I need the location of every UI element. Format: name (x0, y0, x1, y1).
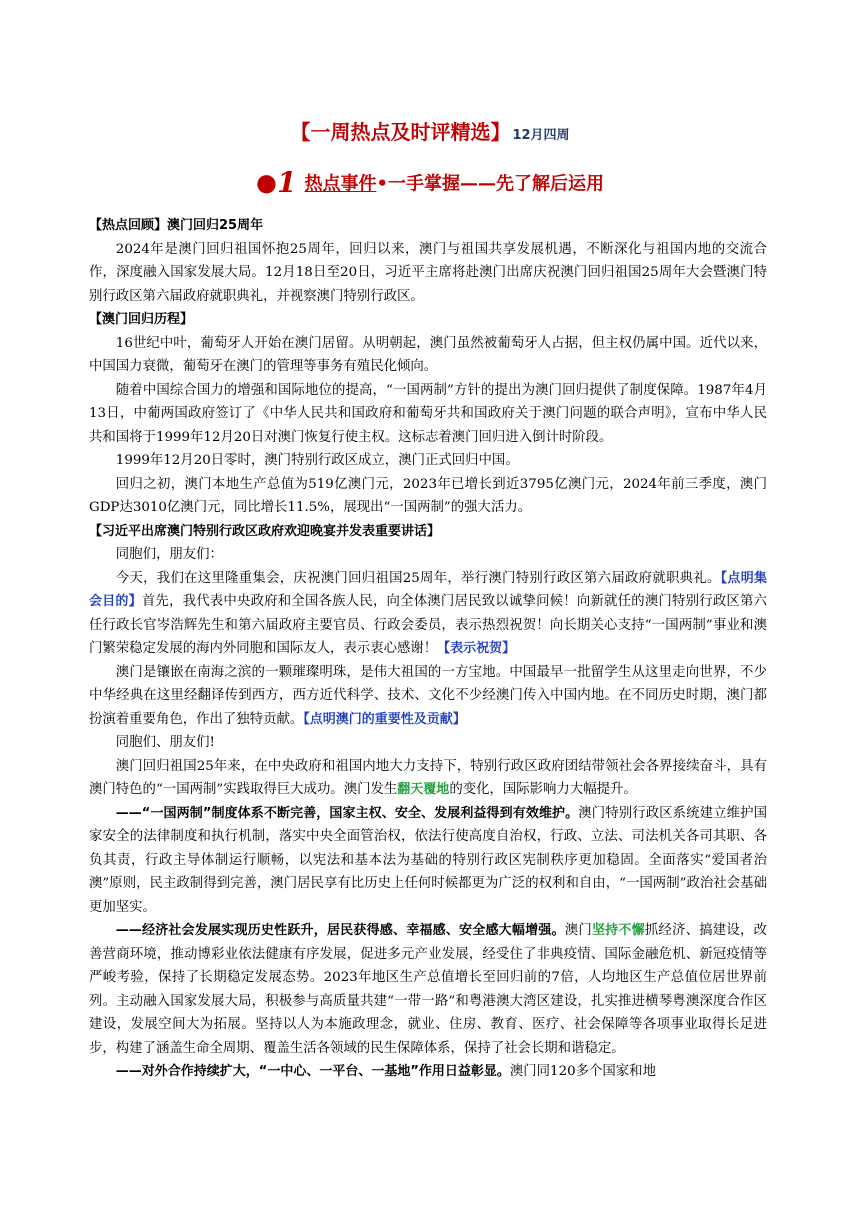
history-heading: 【澳门回归历程】 (89, 312, 194, 327)
paragraph (89, 661, 767, 732)
annotation-note: 【点明集会目的】 (89, 570, 767, 609)
text-run: 的变化，国际影响力大幅提升。 (449, 782, 637, 797)
paragraph: 同胞们、朋友们! (115, 735, 215, 750)
paragraph (89, 567, 767, 661)
bullet-icon: ● (256, 168, 277, 197)
paragraph: 1999年12月20日零时，澳门特别行政区成立，澳门正式回归中国。 (115, 453, 519, 468)
document-title (0, 116, 860, 145)
section-heading (0, 166, 860, 199)
text-run: 澳门同120多个国家和地 (509, 1064, 656, 1079)
bold-lead: ——“一国两制”制度体系不断完善，国家主权、安全、发展利益得到有效维护。 (115, 805, 579, 821)
text-run: 今天，我们在这里隆重集会，庆祝澳门回归祖国25周年，举行澳门特别行政区第六届政府就职典礼。 (115, 570, 721, 586)
title-main: 【一周热点及时评精选】 (290, 120, 511, 144)
section-number: 1 (276, 166, 297, 199)
text-run: 澳门 (564, 923, 592, 938)
hot-review-heading: 【热点回顾】澳门回归25周年 (89, 218, 264, 233)
bold-lead: ——对外合作持续扩大，“一中心、一平台、一基地”作用日益彰显。 (115, 1064, 510, 1079)
paragraph (89, 802, 767, 920)
paragraph: 同胞们，朋友们： (115, 547, 223, 562)
text-run: 抓经济、搞建设，改善营商环境，推动博彩业依法健康有序发展，促进多元产业发展，经受住了非典疫情、国际金融危机、新冠疫情等严峻考验，保持了长期稳定发展态势。2023年地区生产总值增长至回归前的7倍，人均地区生产总值位居世界前列。主动融入国家发展大局，积极参与高质量共建“一带一路”和粤港澳大湾区建设，扎实推进横琴粤澳深度合作区建设，发展空间大为拓展。坚持以人为本施政理念，就业、住房、教育、医疗、社会保障等各项事业取得长足进步，构建了涵盖生命全周期、覆盖生活各领域的民生保障体系，保持了社会长期和谐稳定。 (89, 923, 767, 1056)
highlight-term: 翻天覆地 (397, 782, 450, 797)
paragraph: 随着中国综合国力的增强和国际地位的提高，“一国两制”方针的提出为澳门回归提供了制度保障。1987年4月13日，中葡两国政府签订了《中华人民共和国政府和葡萄牙共和国政府关于澳门问题的联合声明》，宣布中华人民共和国将于1999年12月20日对澳门恢复行使主权。这标志着澳门回归进入倒计时阶段。 (89, 382, 767, 445)
text-run: 澳门是镶嵌在南海之滨的一颗璀璨明珠，是伟大祖国的一方宝地。中国最早一批留学生从这里走向世界，不少中华经典在这里经翻译传到西方，西方近代科学、技术、文化不少经澳门传入中国内地。在不同历史时期，澳门都扮演着重要角色，作出了独特贡献。 (89, 664, 767, 727)
text-run: 首先，我代表中央政府和全国各族人民，向全体澳门居民致以诚挚问候！向新就任的澳门特别行政区第六任行政长官岑浩辉先生和第六届政府主要官员、行政会委员，表示热烈祝贺！向长期关心支持“一国两制”事业和澳门繁荣稳定发展的海内外同胞和国际友人，表示衷心感谢！ (89, 594, 767, 656)
title-week: 12月四周 (512, 128, 570, 143)
paragraph (89, 919, 767, 1060)
annotation-note: 【点明澳门的重要性及贡献】 (303, 711, 466, 727)
bold-lead: ——经济社会发展实现历史性跃升，居民获得感、幸福感、安全感大幅增强。 (115, 923, 565, 938)
paragraph (89, 1060, 767, 1084)
paragraph: 2024年是澳门回归祖国怀抱25周年，回归以来，澳门与祖国共享发展机遇，不断深化与祖国内地的交流合作，深度融入国家发展大局。12月18日至20日，习近平主席将赴澳门出席庆祝澳门回归祖国25周年大会暨澳门特别行政区第六届政府就职典礼，并视察澳门特别行政区。 (89, 241, 767, 304)
highlight-term: 坚持不懈 (591, 923, 645, 938)
paragraph (89, 755, 767, 802)
section-title-sub: •一手掌握——先了解后运用 (376, 173, 604, 195)
section-title-main: 热点事件 (304, 173, 377, 195)
annotation-note: 【表示祝贺】 (437, 641, 516, 656)
paragraph: 16世纪中叶，葡萄牙人开始在澳门居留。从明朝起，澳门虽然被葡萄牙人占据，但主权仍属中国。近代以来，中国国力衰微，葡萄牙在澳门的管理等事务有殖民化倾向。 (89, 335, 767, 374)
text-run: 澳门回归祖国25年来，在中央政府和祖国内地大力支持下，特别行政区政府团结带领社会各界接续奋斗，具有澳门特色的“一国两制”实践取得巨大成功。澳门发生 (89, 758, 767, 797)
text-run: 澳门特别行政区系统建立维护国家安全的法律制度和执行机制，落实中央全面管治权，依法行使高度自治权，行政、立法、司法机关各司其职、各负其责，行政主导体制运行顺畅，以宪法和基本法为基础的特别行政区宪制秩序更加稳固。全面落实“爱国者治澳”原则，民主政制得到完善，澳门居民享有比历史上任何时候都更为广泛的权利和自由，“一国两制”政治社会基础更加坚实。 (89, 805, 768, 915)
article-body (89, 214, 767, 1084)
speech-heading: 【习近平出席澳门特别行政区政府欢迎晚宴并发表重要讲话】 (89, 523, 441, 539)
paragraph: 回归之初，澳门本地生产总值为519亿澳门元，2023年已增长到近3795亿澳门元，2024年前三季度，澳门GDP达3010亿澳门元，同比增长11.5%，展现出“一国两制”的强大活力。 (89, 476, 767, 515)
